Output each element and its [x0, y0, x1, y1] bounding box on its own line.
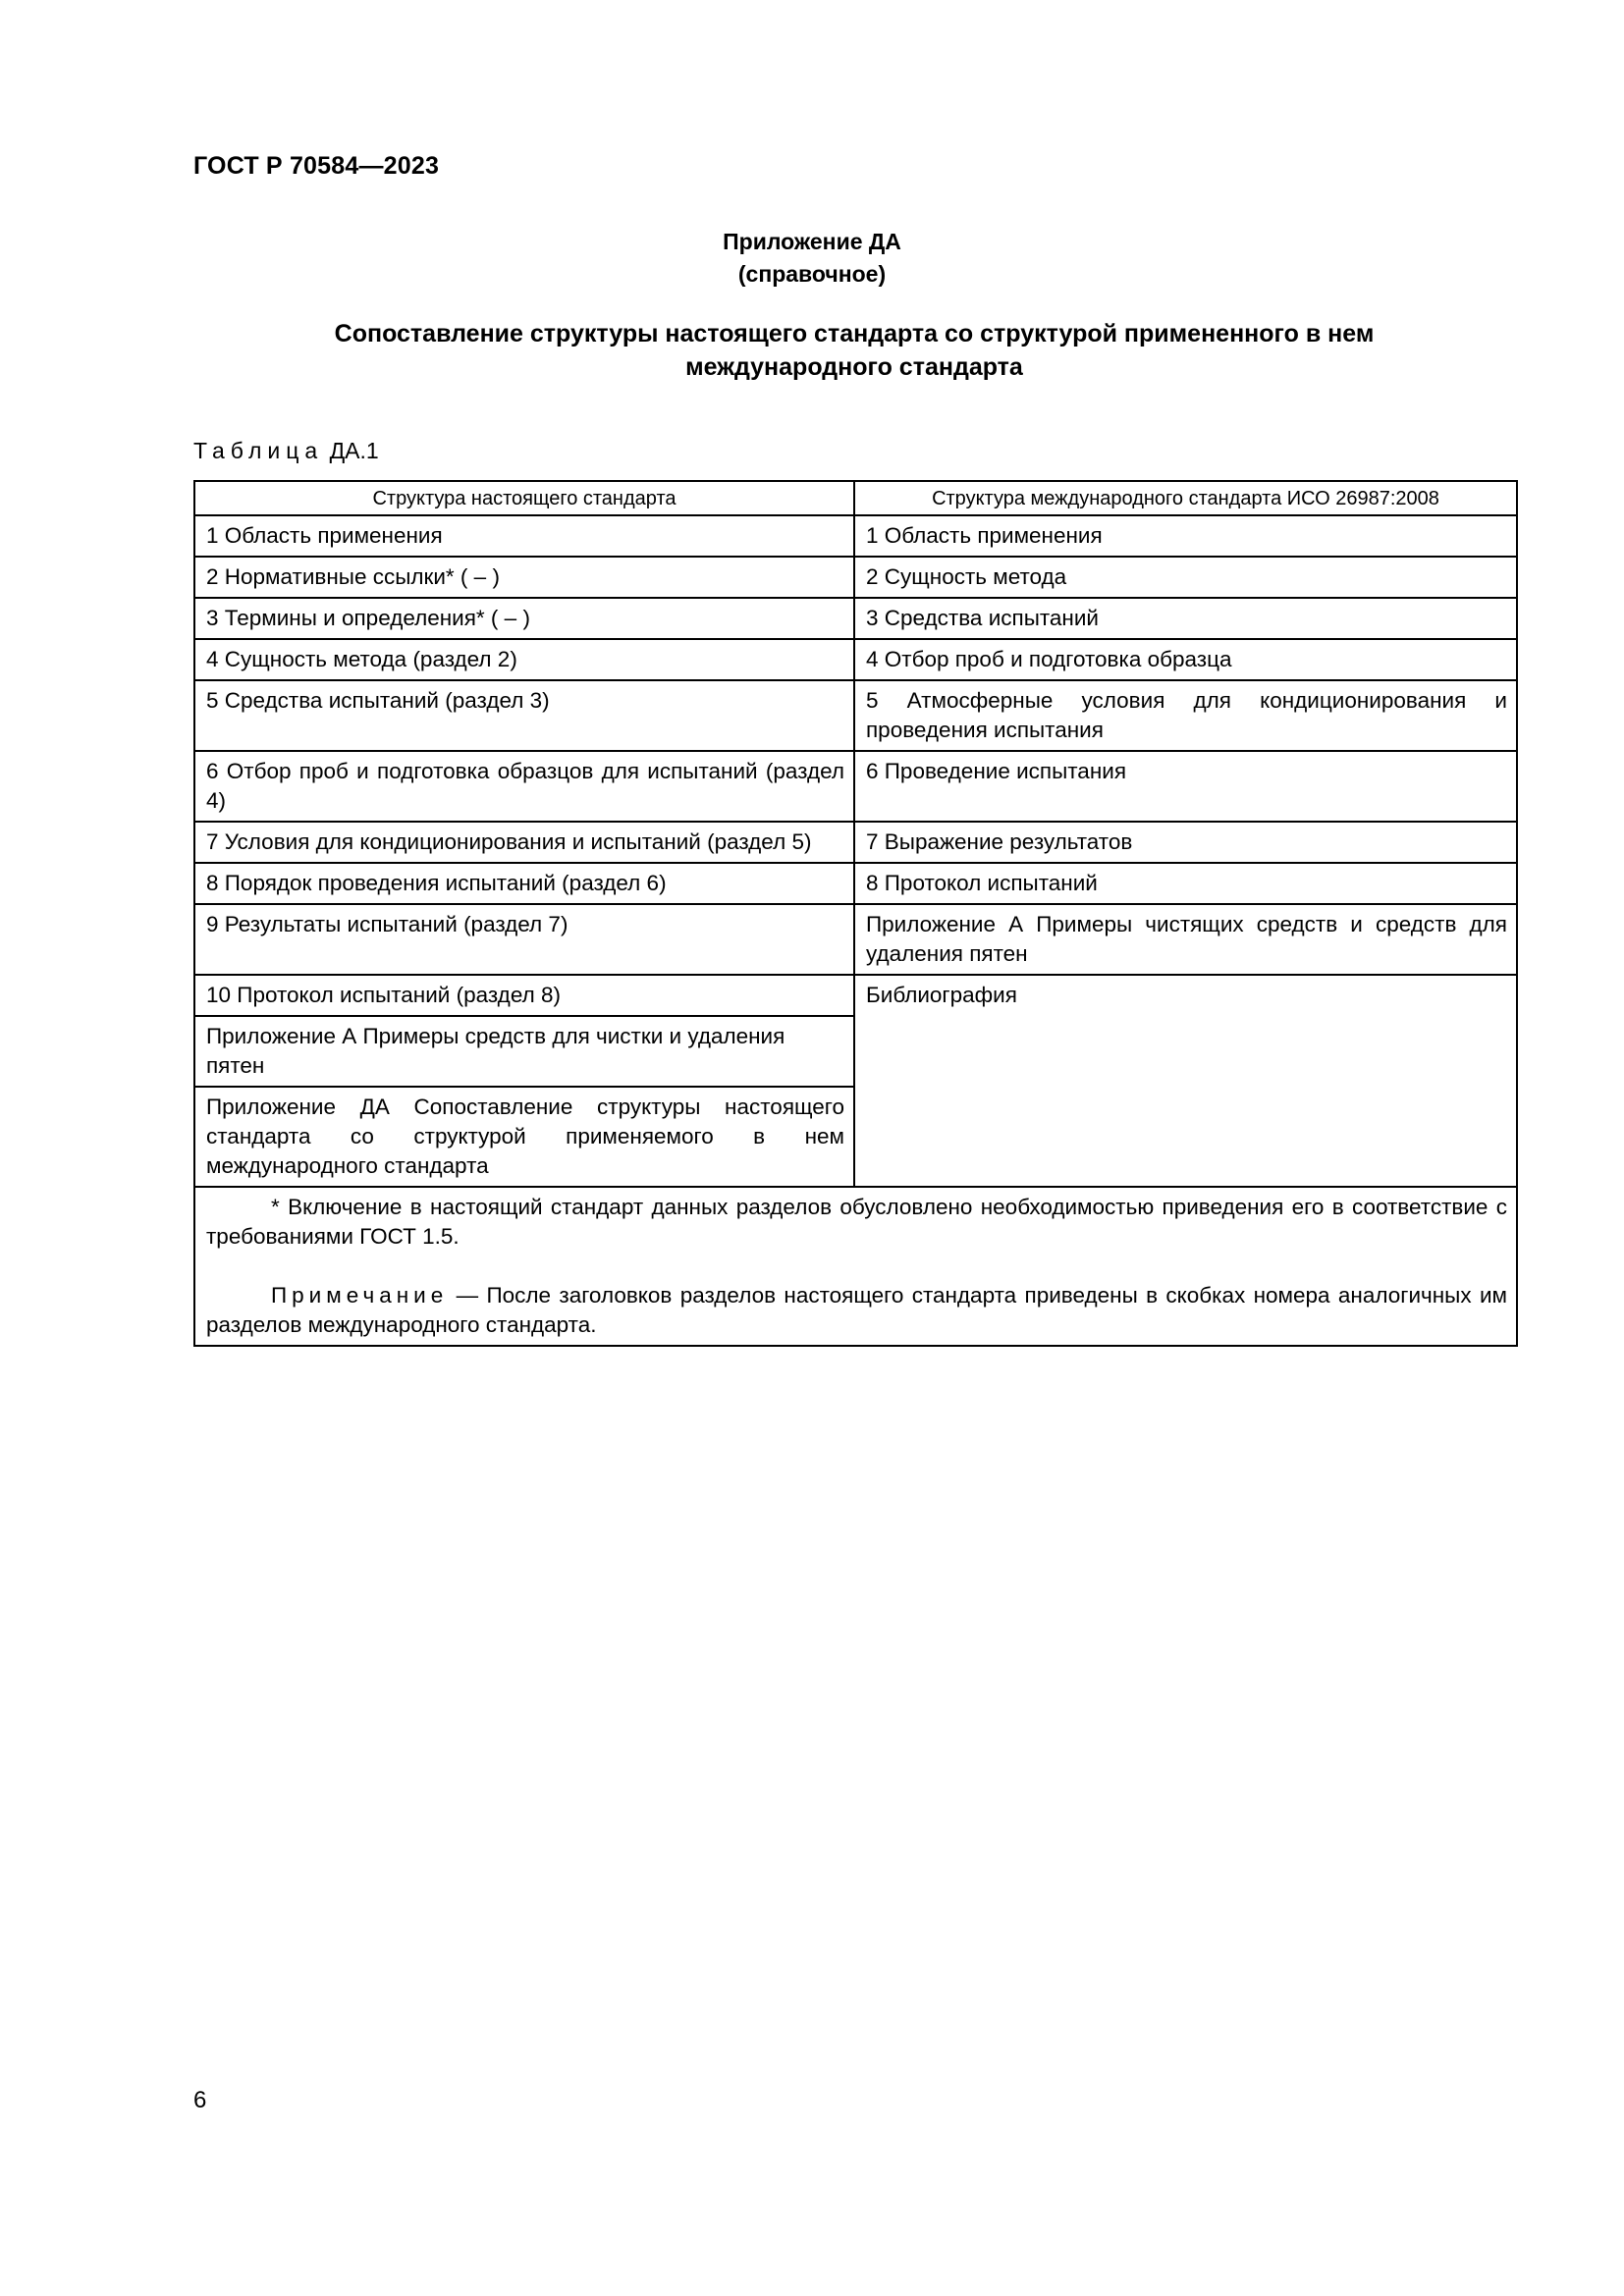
table-cell-national: 7 Условия для кондиционирования и испытаний (раздел 5) [194, 822, 854, 863]
table-footer-cell [194, 1187, 1517, 1346]
table-cell-national: 8 Порядок проведения испытаний (раздел 6) [194, 863, 854, 904]
table-cell-international: 6 Проведение испытания [854, 751, 1517, 822]
table-row [194, 598, 1517, 639]
table-cell-international: Приложение А Примеры чистящих средств и средств для удаления пятен [854, 904, 1517, 975]
page-number: 6 [193, 2087, 207, 2113]
footnote: * Включение в настоящий стандарт данных разделов обусловлено необходимостью приведения его в соответствие с требованиями ГОСТ 1.5. [206, 1195, 1507, 1249]
table-caption [193, 438, 379, 464]
table-row [194, 822, 1517, 863]
annex-subtitle: (справочное) [737, 261, 887, 287]
table-note [206, 1281, 1507, 1340]
note-text: — После заголовков разделов настоящего стандарта приведены в скобках номера аналогичных им разделов международного стандарта. [206, 1283, 1507, 1337]
table-caption-number: ДА.1 [329, 438, 379, 463]
column-header-international: Структура международного стандарта ИСО 26987:2008 [854, 481, 1517, 515]
table-cell-international: Библиография [854, 975, 1517, 1187]
table-cell-international: 7 Выражение результатов [854, 822, 1517, 863]
table-cell-national: 5 Средства испытаний (раздел 3) [194, 680, 854, 751]
table-cell-national: Приложение ДА Сопоставление структуры настоящего стандарта со структурой применяемого в нем международного стандарта [194, 1087, 854, 1187]
table-caption-label: Таблица [193, 438, 324, 463]
table-cell-national: Приложение А Примеры средств для чистки и удаления пятен [194, 1016, 854, 1087]
table-row [194, 639, 1517, 680]
table-row [194, 751, 1517, 822]
table-cell-national: 3 Термины и определения* ( – ) [194, 598, 854, 639]
table-cell-national: 10 Протокол испытаний (раздел 8) [194, 975, 854, 1016]
table-row [194, 680, 1517, 751]
annex-heading [226, 317, 1483, 384]
comparison-table [193, 480, 1518, 1347]
annex-title-block [0, 226, 1624, 291]
table-cell-national: 4 Сущность метода (раздел 2) [194, 639, 854, 680]
table-cell-international: 4 Отбор проб и подготовка образца [854, 639, 1517, 680]
table-cell-international: 5 Атмосферные условия для кондиционирования и проведения испытания [854, 680, 1517, 751]
annex-heading-line-2: международного стандарта [685, 353, 1023, 381]
table-row [194, 515, 1517, 557]
table-header-row [194, 481, 1517, 515]
table-cell-international: 2 Сущность метода [854, 557, 1517, 598]
document-code: ГОСТ Р 70584—2023 [193, 152, 440, 180]
table-cell-national: 2 Нормативные ссылки* ( – ) [194, 557, 854, 598]
table-cell-national: 1 Область применения [194, 515, 854, 557]
note-label: Примечание [271, 1283, 449, 1308]
table-footer-row [194, 1187, 1517, 1346]
table-cell-international: 1 Область применения [854, 515, 1517, 557]
annex-heading-line-1: Сопоставление структуры настоящего стандарта со структурой примененного в нем [334, 320, 1375, 347]
table-cell-international: 8 Протокол испытаний [854, 863, 1517, 904]
table-cell-national: 9 Результаты испытаний (раздел 7) [194, 904, 854, 975]
table-row [194, 975, 1517, 1016]
column-header-national: Структура настоящего стандарта [194, 481, 854, 515]
table-row [194, 904, 1517, 975]
table-row [194, 557, 1517, 598]
table-row [194, 863, 1517, 904]
annex-title: Приложение ДА [723, 229, 901, 254]
table-cell-national: 6 Отбор проб и подготовка образцов для испытаний (раздел 4) [194, 751, 854, 822]
table-cell-international: 3 Средства испытаний [854, 598, 1517, 639]
